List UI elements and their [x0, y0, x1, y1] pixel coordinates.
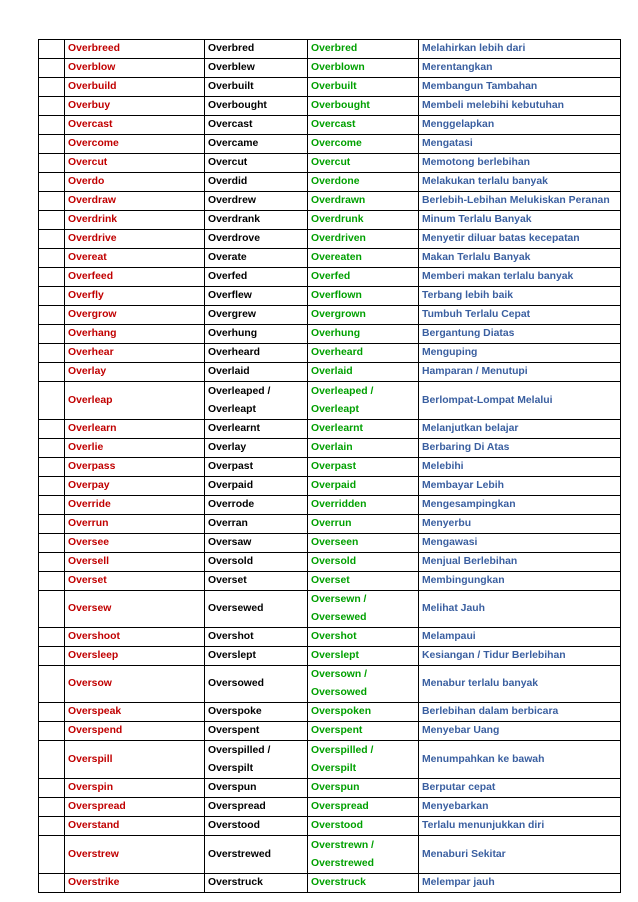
past-form-cell: Overset	[205, 572, 308, 591]
past-form-cell: Overdrank	[205, 211, 308, 230]
meaning-cell: Membayar Lebih	[419, 477, 621, 496]
past-form-cell: Overstruck	[205, 874, 308, 893]
table-row	[39, 572, 621, 591]
participle-cell: Overcast	[308, 116, 419, 135]
participle-cell: Overslept	[308, 647, 419, 666]
past-form-cell: Overbuilt	[205, 78, 308, 97]
table-row	[39, 230, 621, 249]
meaning-cell: Melihat Jauh	[419, 591, 621, 628]
row-index-cell	[39, 97, 65, 116]
meaning-cell: Membangun Tambahan	[419, 78, 621, 97]
participle-cell: Overlain	[308, 439, 419, 458]
participle-cell: Overfed	[308, 268, 419, 287]
row-index-cell	[39, 817, 65, 836]
meaning-cell: Mengesampingkan	[419, 496, 621, 515]
base-form-cell: Oversleep	[65, 647, 205, 666]
row-index-cell	[39, 591, 65, 628]
past-form-cell: Overdid	[205, 173, 308, 192]
base-form-cell: Overstand	[65, 817, 205, 836]
past-form-cell: Overstrewed	[205, 836, 308, 874]
meaning-cell: Hamparan / Menutupi	[419, 363, 621, 382]
row-index-cell	[39, 192, 65, 211]
meaning-cell: Merentangkan	[419, 59, 621, 78]
row-index-cell	[39, 382, 65, 420]
meaning-cell: Mengatasi	[419, 135, 621, 154]
row-index-cell	[39, 553, 65, 572]
participle-cell: Overleaped / Overleapt	[308, 382, 419, 420]
base-form-cell: Oversew	[65, 591, 205, 628]
meaning-cell: Melebihi	[419, 458, 621, 477]
meaning-cell: Menyebarkan	[419, 798, 621, 817]
base-form-cell: Overhang	[65, 325, 205, 344]
base-form-cell: Overcome	[65, 135, 205, 154]
participle-cell: Overcut	[308, 154, 419, 173]
meaning-cell: Tumbuh Terlalu Cepat	[419, 306, 621, 325]
row-index-cell	[39, 496, 65, 515]
table-row	[39, 268, 621, 287]
table-row	[39, 78, 621, 97]
meaning-cell: Menguping	[419, 344, 621, 363]
meaning-cell: Berlebih-Lebihan Melukiskan Peranan	[419, 192, 621, 211]
meaning-cell: Melampaui	[419, 628, 621, 647]
past-form-cell: Overheard	[205, 344, 308, 363]
base-form-cell: Overspeak	[65, 703, 205, 722]
past-form-cell: Overbred	[205, 40, 308, 59]
base-form-cell: Overset	[65, 572, 205, 591]
participle-cell: Overbuilt	[308, 78, 419, 97]
participle-cell: Overset	[308, 572, 419, 591]
base-form-cell: Overfly	[65, 287, 205, 306]
participle-cell: Oversold	[308, 553, 419, 572]
row-index-cell	[39, 477, 65, 496]
base-form-cell: Overstrew	[65, 836, 205, 874]
base-form-cell: Override	[65, 496, 205, 515]
meaning-cell: Memotong berlebihan	[419, 154, 621, 173]
participle-cell: Overheard	[308, 344, 419, 363]
base-form-cell: Overstrike	[65, 874, 205, 893]
participle-cell: Overspilled / Overspilt	[308, 741, 419, 779]
past-form-cell: Overshot	[205, 628, 308, 647]
table-row	[39, 116, 621, 135]
table-row	[39, 287, 621, 306]
row-index-cell	[39, 268, 65, 287]
past-form-cell: Overlay	[205, 439, 308, 458]
row-index-cell	[39, 779, 65, 798]
base-form-cell: Overdrink	[65, 211, 205, 230]
row-index-cell	[39, 628, 65, 647]
base-form-cell: Overcut	[65, 154, 205, 173]
table-row	[39, 192, 621, 211]
past-form-cell: Overcast	[205, 116, 308, 135]
row-index-cell	[39, 344, 65, 363]
past-form-cell: Overrode	[205, 496, 308, 515]
past-form-cell: Overpaid	[205, 477, 308, 496]
participle-cell: Overrun	[308, 515, 419, 534]
base-form-cell: Overdrive	[65, 230, 205, 249]
meaning-cell: Melakukan terlalu banyak	[419, 173, 621, 192]
base-form-cell: Overshoot	[65, 628, 205, 647]
meaning-cell: Berputar cepat	[419, 779, 621, 798]
table-row	[39, 382, 621, 420]
participle-cell: Overpast	[308, 458, 419, 477]
participle-cell: Overridden	[308, 496, 419, 515]
meaning-cell: Terbang lebih baik	[419, 287, 621, 306]
past-form-cell: Overcame	[205, 135, 308, 154]
participle-cell: Overspun	[308, 779, 419, 798]
base-form-cell: Overeat	[65, 249, 205, 268]
base-form-cell: Overlie	[65, 439, 205, 458]
meaning-cell: Melahirkan lebih dari	[419, 40, 621, 59]
past-form-cell: Overstood	[205, 817, 308, 836]
participle-cell: Oversown / Oversowed	[308, 666, 419, 703]
meaning-cell: Menyerbu	[419, 515, 621, 534]
meaning-cell: Melanjutkan belajar	[419, 420, 621, 439]
row-index-cell	[39, 287, 65, 306]
table-row	[39, 306, 621, 325]
row-index-cell	[39, 78, 65, 97]
past-form-cell: Overspent	[205, 722, 308, 741]
past-form-cell: Overbought	[205, 97, 308, 116]
participle-cell: Overdone	[308, 173, 419, 192]
table-row	[39, 553, 621, 572]
participle-cell: Overeaten	[308, 249, 419, 268]
row-index-cell	[39, 666, 65, 703]
table-row	[39, 40, 621, 59]
past-form-cell: Overcut	[205, 154, 308, 173]
base-form-cell: Overbuild	[65, 78, 205, 97]
table-row	[39, 420, 621, 439]
meaning-cell: Memberi makan terlalu banyak	[419, 268, 621, 287]
table-row	[39, 666, 621, 703]
participle-cell: Overdrawn	[308, 192, 419, 211]
row-index-cell	[39, 874, 65, 893]
base-form-cell: Overspread	[65, 798, 205, 817]
table-row	[39, 647, 621, 666]
table-row	[39, 59, 621, 78]
table-row	[39, 628, 621, 647]
table-row	[39, 874, 621, 893]
table-row	[39, 591, 621, 628]
table-row	[39, 722, 621, 741]
past-form-cell: Overdrove	[205, 230, 308, 249]
table-row	[39, 249, 621, 268]
participle-cell: Oversewn / Oversewed	[308, 591, 419, 628]
meaning-cell: Menyetir diluar batas kecepatan	[419, 230, 621, 249]
meaning-cell: Bergantung Diatas	[419, 325, 621, 344]
participle-cell: Overpaid	[308, 477, 419, 496]
past-form-cell: Overslept	[205, 647, 308, 666]
row-index-cell	[39, 741, 65, 779]
row-index-cell	[39, 439, 65, 458]
row-index-cell	[39, 363, 65, 382]
table-row	[39, 515, 621, 534]
table-row	[39, 97, 621, 116]
row-index-cell	[39, 798, 65, 817]
row-index-cell	[39, 211, 65, 230]
meaning-cell: Melempar jauh	[419, 874, 621, 893]
past-form-cell: Overspilled / Overspilt	[205, 741, 308, 779]
past-form-cell: Oversold	[205, 553, 308, 572]
table-row	[39, 173, 621, 192]
table-row	[39, 534, 621, 553]
row-index-cell	[39, 135, 65, 154]
base-form-cell: Overspend	[65, 722, 205, 741]
base-form-cell: Overlearn	[65, 420, 205, 439]
participle-cell: Overseen	[308, 534, 419, 553]
base-form-cell: Overdo	[65, 173, 205, 192]
participle-cell: Overstruck	[308, 874, 419, 893]
base-form-cell: Overbreed	[65, 40, 205, 59]
participle-cell: Overstood	[308, 817, 419, 836]
table-row	[39, 496, 621, 515]
base-form-cell: Overpass	[65, 458, 205, 477]
table-row	[39, 154, 621, 173]
participle-cell: Overgrown	[308, 306, 419, 325]
past-form-cell: Overspread	[205, 798, 308, 817]
row-index-cell	[39, 325, 65, 344]
meaning-cell: Berlompat-Lompat Melalui	[419, 382, 621, 420]
table-row	[39, 458, 621, 477]
base-form-cell: Overblow	[65, 59, 205, 78]
base-form-cell: Overfeed	[65, 268, 205, 287]
row-index-cell	[39, 515, 65, 534]
table-row	[39, 325, 621, 344]
row-index-cell	[39, 572, 65, 591]
row-index-cell	[39, 647, 65, 666]
participle-cell: Overlaid	[308, 363, 419, 382]
base-form-cell: Overcast	[65, 116, 205, 135]
participle-cell: Overdrunk	[308, 211, 419, 230]
participle-cell: Overshot	[308, 628, 419, 647]
past-form-cell: Overblew	[205, 59, 308, 78]
meaning-cell: Menyebar Uang	[419, 722, 621, 741]
meaning-cell: Terlalu menunjukkan diri	[419, 817, 621, 836]
participle-cell: Overdriven	[308, 230, 419, 249]
participle-cell: Overspent	[308, 722, 419, 741]
base-form-cell: Overgrow	[65, 306, 205, 325]
base-form-cell: Overlay	[65, 363, 205, 382]
base-form-cell: Oversell	[65, 553, 205, 572]
past-form-cell: Overlearnt	[205, 420, 308, 439]
base-form-cell: Overbuy	[65, 97, 205, 116]
meaning-cell: Menaburi Sekitar	[419, 836, 621, 874]
past-form-cell: Oversowed	[205, 666, 308, 703]
participle-cell: Overblown	[308, 59, 419, 78]
past-form-cell: Overran	[205, 515, 308, 534]
base-form-cell: Overspin	[65, 779, 205, 798]
row-index-cell	[39, 116, 65, 135]
meaning-cell: Kesiangan / Tidur Berlebihan	[419, 647, 621, 666]
table-row	[39, 135, 621, 154]
past-form-cell: Overlaid	[205, 363, 308, 382]
meaning-cell: Berlebihan dalam berbicara	[419, 703, 621, 722]
table-row	[39, 779, 621, 798]
row-index-cell	[39, 534, 65, 553]
table-row	[39, 817, 621, 836]
meaning-cell: Minum Terlalu Banyak	[419, 211, 621, 230]
base-form-cell: Oversow	[65, 666, 205, 703]
row-index-cell	[39, 154, 65, 173]
participle-cell: Overstrewn / Overstrewed	[308, 836, 419, 874]
participle-cell: Overbred	[308, 40, 419, 59]
meaning-cell: Makan Terlalu Banyak	[419, 249, 621, 268]
row-index-cell	[39, 420, 65, 439]
table-row	[39, 363, 621, 382]
past-form-cell: Overdrew	[205, 192, 308, 211]
row-index-cell	[39, 249, 65, 268]
row-index-cell	[39, 173, 65, 192]
base-form-cell: Overrun	[65, 515, 205, 534]
meaning-cell: Berbaring Di Atas	[419, 439, 621, 458]
table-row	[39, 439, 621, 458]
base-form-cell: Overleap	[65, 382, 205, 420]
row-index-cell	[39, 40, 65, 59]
past-form-cell: Overspun	[205, 779, 308, 798]
participle-cell: Overflown	[308, 287, 419, 306]
table-row	[39, 836, 621, 874]
past-form-cell: Overfed	[205, 268, 308, 287]
meaning-cell: Membingungkan	[419, 572, 621, 591]
past-form-cell: Overflew	[205, 287, 308, 306]
past-form-cell: Overate	[205, 249, 308, 268]
row-index-cell	[39, 306, 65, 325]
row-index-cell	[39, 836, 65, 874]
base-form-cell: Overhear	[65, 344, 205, 363]
row-index-cell	[39, 722, 65, 741]
participle-cell: Overbought	[308, 97, 419, 116]
participle-cell: Overlearnt	[308, 420, 419, 439]
base-form-cell: Oversee	[65, 534, 205, 553]
row-index-cell	[39, 703, 65, 722]
past-form-cell: Overgrew	[205, 306, 308, 325]
meaning-cell: Menjual Berlebihan	[419, 553, 621, 572]
verb-table	[38, 39, 621, 893]
meaning-cell: Menggelapkan	[419, 116, 621, 135]
meaning-cell: Mengawasi	[419, 534, 621, 553]
participle-cell: Overspoken	[308, 703, 419, 722]
table-row	[39, 798, 621, 817]
row-index-cell	[39, 230, 65, 249]
table-row	[39, 703, 621, 722]
past-form-cell: Oversaw	[205, 534, 308, 553]
past-form-cell: Overhung	[205, 325, 308, 344]
participle-cell: Overspread	[308, 798, 419, 817]
verb-table-body	[39, 40, 621, 893]
past-form-cell: Overleaped / Overleapt	[205, 382, 308, 420]
meaning-cell: Membeli melebihi kebutuhan	[419, 97, 621, 116]
base-form-cell: Overpay	[65, 477, 205, 496]
base-form-cell: Overdraw	[65, 192, 205, 211]
table-row	[39, 211, 621, 230]
past-form-cell: Overspoke	[205, 703, 308, 722]
meaning-cell: Menumpahkan ke bawah	[419, 741, 621, 779]
participle-cell: Overcome	[308, 135, 419, 154]
participle-cell: Overhung	[308, 325, 419, 344]
past-form-cell: Overpast	[205, 458, 308, 477]
base-form-cell: Overspill	[65, 741, 205, 779]
row-index-cell	[39, 458, 65, 477]
meaning-cell: Menabur terlalu banyak	[419, 666, 621, 703]
table-row	[39, 344, 621, 363]
past-form-cell: Oversewed	[205, 591, 308, 628]
table-row	[39, 741, 621, 779]
table-row	[39, 477, 621, 496]
row-index-cell	[39, 59, 65, 78]
